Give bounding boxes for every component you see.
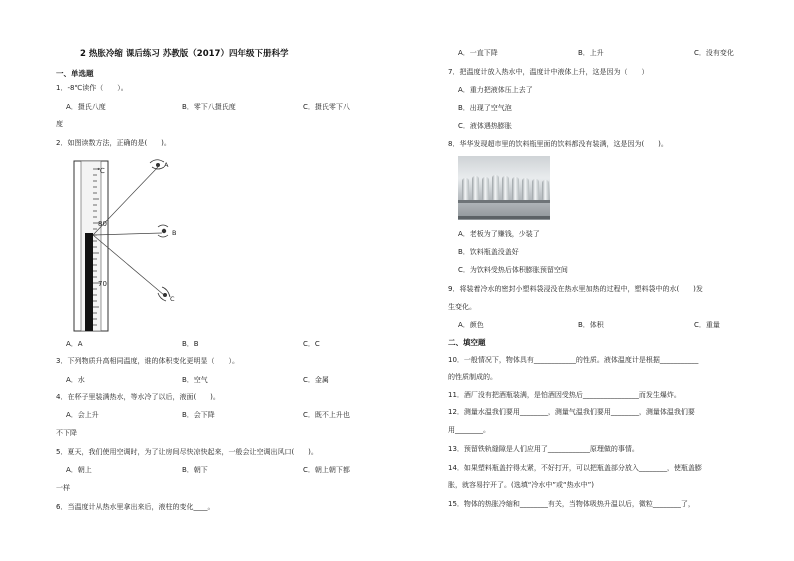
tick-label-80: 80 — [98, 220, 107, 228]
question-3: 3．下列物质升高相同温度，谁的体积变化更明显（ ）。 — [56, 357, 239, 365]
q1-option-c-continued: 度 — [56, 120, 63, 128]
bottles-photo — [458, 156, 550, 220]
question-2: 2．如图读数方法，正确的是( )。 — [56, 139, 171, 147]
q9-option-c[interactable]: C．重量 — [694, 321, 720, 329]
question-11: 11．酒厂没有把酒瓶装满，是怕酒因受热后________________而发生爆炸。 — [448, 391, 681, 399]
q5-option-b[interactable]: B．朝下 — [182, 466, 208, 474]
q8-option-b[interactable]: B．饮料瓶盖没盖好 — [458, 248, 519, 256]
question-12: 12．测量水温我们要用________，测量气温我们要用________，测量体温我们要 — [448, 408, 695, 416]
q2-option-a[interactable]: A．A — [66, 340, 83, 348]
question-8: 8．华华发现超市里的饮料瓶里面的饮料都没有装满，这是因为( )。 — [448, 140, 668, 148]
question-10-continued: 的性质制成的。 — [448, 373, 497, 381]
thermometer-diagram — [70, 155, 190, 335]
q4-option-a[interactable]: A．会上升 — [66, 411, 99, 419]
thermometer-unit-label: ℃ — [97, 167, 105, 175]
q2-option-c[interactable]: C．C — [303, 340, 320, 348]
section-heading-fill-in: 二、填空题 — [448, 338, 486, 347]
q9-option-b[interactable]: B．体积 — [578, 321, 604, 329]
eye-label-c: C — [170, 295, 175, 303]
q7-option-a[interactable]: A．重力把液体压上去了 — [458, 86, 533, 94]
q1-option-c[interactable]: C．摄氏零下八 — [303, 103, 350, 111]
question-14-continued: 胀，就容易拧开了。(选填“冷水中”或“热水中”) — [448, 481, 594, 489]
q5-option-c[interactable]: C．朝上朝下都 — [303, 466, 350, 474]
question-9: 9．将装着冷水的密封小塑料袋浸没在热水里加热的过程中，塑料袋中的水( )发 — [448, 285, 703, 293]
question-6: 6．当温度计从热水里拿出来后，液柱的变化____。 — [56, 503, 215, 511]
question-13: 13．预留铁轨缝隙是人们应用了____________原理做的事情。 — [448, 445, 639, 453]
eye-label-a: A — [164, 161, 169, 169]
q3-option-a[interactable]: A．水 — [66, 376, 85, 384]
q2-option-b[interactable]: B．B — [182, 340, 199, 348]
thermometer-liquid-column — [85, 233, 93, 331]
eye-icon-c — [158, 287, 170, 301]
q6-option-a[interactable]: A．一直下降 — [458, 49, 498, 57]
q9-option-a[interactable]: A．颜色 — [458, 321, 484, 329]
question-7: 7．把温度计放入热水中，温度计中液体上升，这是因为（ ） — [448, 68, 649, 76]
question-15: 15．物体的热胀冷缩和________有关，当物体吸热升温以后，微粒________了， — [448, 500, 695, 508]
q5-option-a[interactable]: A．朝上 — [66, 466, 92, 474]
q3-option-c[interactable]: C．金属 — [303, 376, 329, 384]
question-14: 14．如果塑料瓶盖拧得太紧，不好打开，可以把瓶盖部分放入________，使瓶盖膨 — [448, 464, 702, 472]
q6-option-b[interactable]: B．上升 — [578, 49, 604, 57]
q4-option-c[interactable]: C．既不上升也 — [303, 411, 350, 419]
q5-option-c-continued: 一样 — [56, 484, 70, 492]
q4-option-b[interactable]: B．会下降 — [182, 411, 215, 419]
q8-option-a[interactable]: A．老板为了赚钱，少装了 — [458, 230, 540, 238]
eye-label-b: B — [172, 229, 177, 237]
question-9-continued: 生变化。 — [448, 303, 476, 311]
question-12-continued: 用________。 — [448, 426, 490, 434]
eye-icon-b — [158, 225, 168, 237]
q4-option-c-continued: 不下降 — [56, 429, 77, 437]
question-4: 4．在杯子里装满热水，等水冷了以后，液面( )。 — [56, 393, 220, 401]
page-title: 2 热胀冷缩 课后练习 苏教版（2017）四年级下册科学 — [80, 49, 289, 59]
q7-option-c[interactable]: C．液体遇热膨胀 — [458, 122, 512, 130]
q8-option-c[interactable]: C．为饮料受热后体积膨胀预留空间 — [458, 266, 568, 274]
question-10: 10．一般情况下，物体具有____________的性质。液体温度计是根据___________ — [448, 356, 699, 364]
q7-option-b[interactable]: B．出现了空气泡 — [458, 104, 512, 112]
q1-option-a[interactable]: A．摄氏八度 — [66, 103, 106, 111]
question-1: 1．-8℃读作（ ）。 — [56, 84, 128, 92]
section-heading-single-choice: 一、单选题 — [56, 69, 94, 78]
q1-option-b[interactable]: B．零下八摄氏度 — [182, 103, 236, 111]
q6-option-c[interactable]: C．没有变化 — [694, 49, 734, 57]
question-5: 5．夏天，我们使用空调时，为了让房间尽快凉快起来，一般会让空调出风口( )。 — [56, 448, 318, 456]
tick-label-70: 70 — [98, 280, 107, 288]
q3-option-b[interactable]: B．空气 — [182, 376, 208, 384]
